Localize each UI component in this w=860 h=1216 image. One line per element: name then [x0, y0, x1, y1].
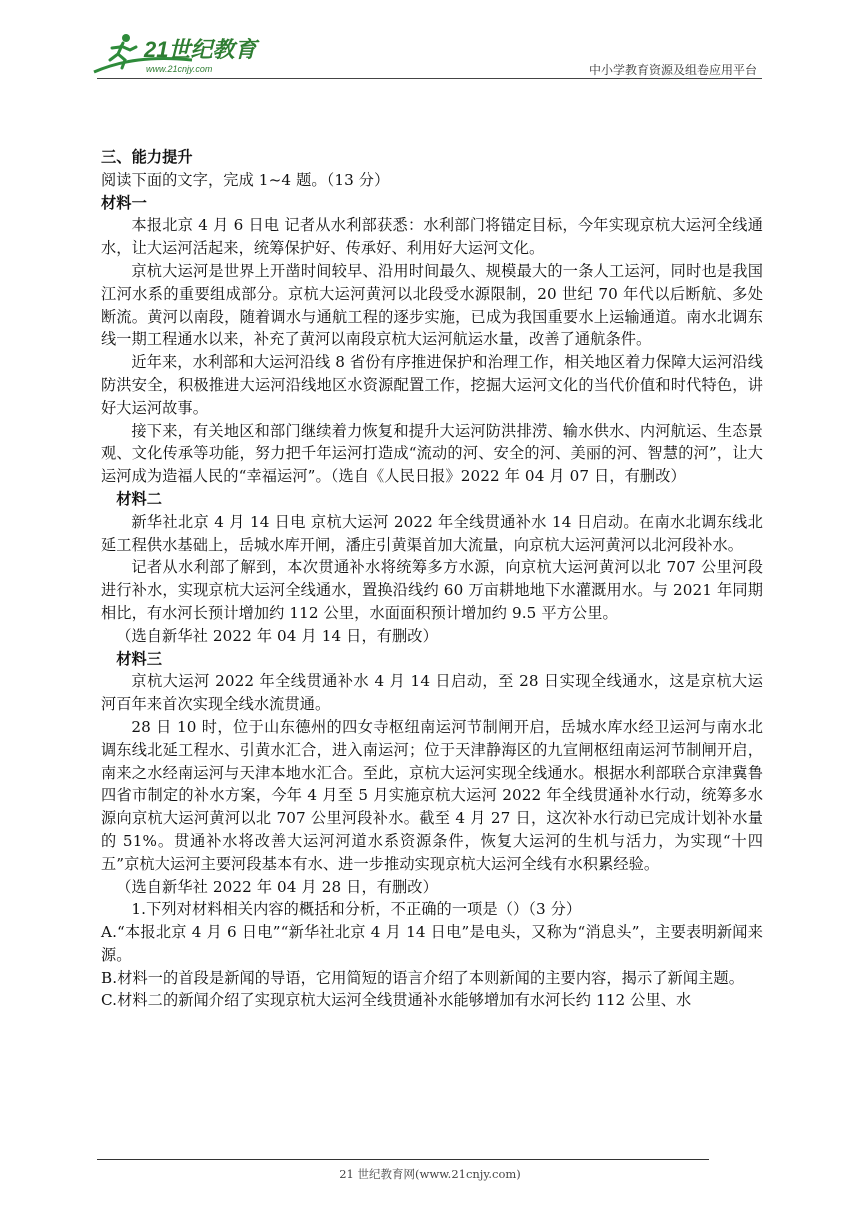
logo: [92, 30, 262, 80]
material2-source: （选自新华社 2022 年 04 月 14 日，有删改）: [116, 626, 438, 645]
material1-paragraph: 接下来，有关地区和部门继续着力恢复和提升大运河防洪排涝、输水供水、内河航运、生态景观、文化传承等功能，努力把千年运河打造成“流动的河、安全的河、美丽的河、智慧的河”，让大运河成为造福人民的“幸福运河”。（选自《人民日报》2022 年 04 月 07 日，有删改）: [101, 421, 763, 486]
instruction: 阅读下面的文字，完成 1~4 题。（13 分）: [101, 170, 390, 189]
question1-option-b: B.材料一的首段是新闻的导语，它用简短的语言介绍了本则新闻的主要内容，揭示了新闻主题。: [101, 968, 744, 987]
material2-paragraph: 记者从水利部了解到，本次贯通补水将统筹多方水源，向京杭大运河黄河以北 707 公里河段进行补水，实现京杭大运河全线通水，置换沿线约 60 万亩耕地地下水灌溉用水。与 2021 年同期相比，有水河长预计增加约 112 公里，水面面积预计增加约 9.5 平方公里。: [101, 558, 763, 622]
question1-option-a: A.“本报北京 4 月 6 日电”“新华社北京 4 月 14 日电”是电头，又称为“消息头”，主要表明新闻来源。: [101, 923, 763, 964]
material1-paragraph: 京杭大运河是世界上开凿时间较早、沿用时间最久、规模最大的一条人工运河，同时也是我国江河水系的重要组成部分。京杭大运河黄河以北段受水源限制，20 世纪 70 年代以后断航、多处断流。黄河以南段，随着调水与通航工程的逐步实施，已成为我国重要水上运输通道。南水北调东线一期工程通水以来，补充了黄河以南段京杭大运河航运水量，改善了通航条件。: [101, 261, 763, 349]
page-header: [0, 0, 860, 82]
material3-paragraph: 京杭大运河 2022 年全线贯通补水 4 月 14 日启动，至 28 日实现全线通水，这是京杭大运河百年来首次实现全线水流贯通。: [101, 672, 763, 714]
material3-paragraph: 28 日 10 时，位于山东德州的四女寺枢纽南运河节制闸开启，岳城水库水经卫运河与南水北调东线北延工程水、引黄水汇合，进入南运河；位于天津静海区的九宣闸枢纽南运河节制闸开启，南来之水经南运河与天津本地水汇合。至此，京杭大运河实现全线通水。根据水利部联合京津冀鲁四省市制定的补水方案，今年 4 月至 5 月实施京杭大运河 2022 年全线贯通补水行动，统筹多水源向京杭大运河黄河以北 707 公里河段补水。截至 4 月 27 日，这次补水行动已完成计划补水量的 51%。贯通补水将改善大运河河道水系资源条件，恢复大运河的生机与活力，为实现“十四五”京杭大运河主要河段基本有水、进一步推动实现京杭大运河全线有水积累经验。: [101, 717, 763, 873]
material2-title: 材料二: [116, 489, 163, 508]
material3-title: 材料三: [116, 649, 163, 668]
footer-divider: [97, 1159, 709, 1160]
section-title: 三、能力提升: [101, 148, 193, 166]
question1-stem: 1.下列对材料相关内容的概括和分析，不正确的一项是（）（3 分）: [131, 900, 582, 919]
material1-paragraph: 近年来，水利部和大运河沿线 8 省份有序推进保护和治理工作，相关地区着力保障大运河沿线防洪安全，积极推进大运河沿线地区水资源配置工作，挖掘大运河文化的当代价值和时代特色，讲好大运河故事。: [101, 353, 763, 417]
header-divider: [97, 78, 762, 79]
svg-text:21世纪教育: 21世纪教育: [144, 37, 257, 62]
material1-title: 材料一: [101, 193, 147, 212]
svg-text:www.21cnjy.com: www.21cnjy.com: [146, 64, 213, 74]
question1-option-c: C.材料二的新闻介绍了实现京杭大运河全线贯通补水能够增加有水河长约 112 公里、水: [101, 991, 692, 1010]
runner-logo-icon: [92, 30, 262, 80]
platform-name: 中小学教育资源及组卷应用平台: [588, 63, 757, 77]
material3-source: （选自新华社 2022 年 04 月 28 日，有删改）: [116, 877, 438, 896]
footer-site-link[interactable]: 21 世纪教育网(www.21cnjy.com): [339, 1167, 521, 1181]
material2-paragraph: 新华社北京 4 月 14 日电 京杭大运河 2022 年全线贯通补水 14 日启动。在南水北调东线北延工程供水基础上，岳城水库开闸，潘庄引黄渠首加大流量，向京杭大运河黄河以北河段补水。: [101, 512, 763, 554]
document-body: [101, 146, 763, 1012]
material1-paragraph: 本报北京 4 月 6 日电 记者从水利部获悉：水利部门将锚定目标，今年实现京杭大运河全线通水，让大运河活起来，统筹保护好、传承好、利用好大运河文化。: [101, 216, 763, 258]
